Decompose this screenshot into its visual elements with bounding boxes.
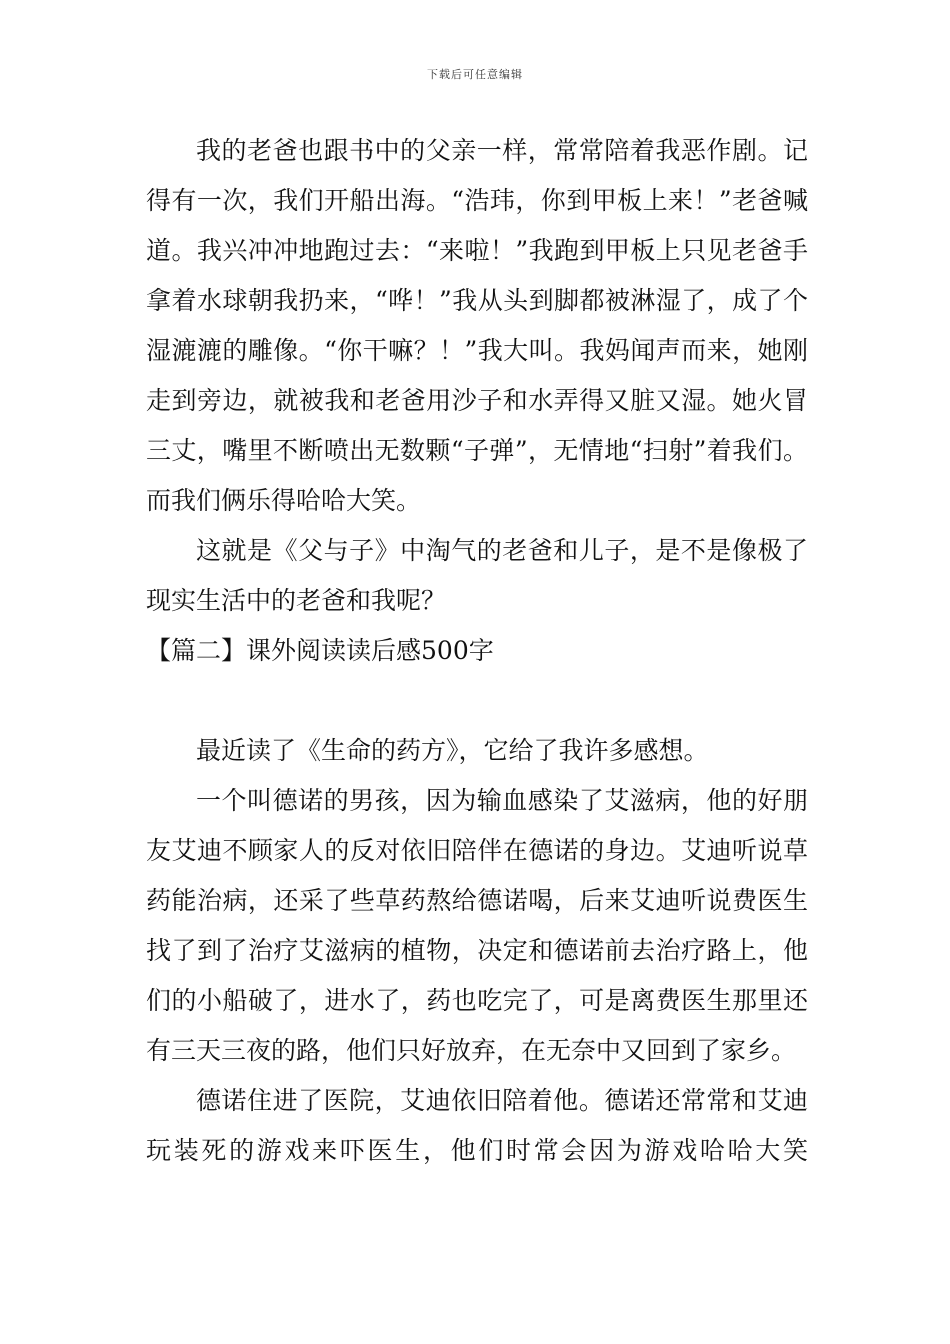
paragraph-story: 一个叫德诺的男孩，因为输血感染了艾滋病，他的好朋友艾迪不顾家人的反对依旧陪伴在德诺的身边。艾迪听说草药能治病，还采了些草药熬给德诺喝，后来艾迪听说费医生找了到了治疗艾滋病的植物，决定和德诺前去治疗路上，他们的小船破了，进水了，药也吃完了，可是离费医生那里还有三天三夜的路，他们只好放弃，在无奈中又回到了家乡。 (146, 786, 808, 1065)
page-header: 下载后可任意编辑 (427, 68, 523, 81)
section-title: 【篇二】课外阅读读后感500字 (146, 636, 494, 665)
paragraph-father-and-son-conclusion: 这就是《父与子》中淘气的老爸和儿子，是不是像极了现实生活中的老爸和我呢？ (146, 536, 808, 615)
paragraph-father-prank: 我的老爸也跟书中的父亲一样，常常陪着我恶作剧。记得有一次，我们开船出海。“浩玮，你到甲板上来！”老爸喊道。我兴冲冲地跑过去：“来啦！”我跑到甲板上只见老爸手拿着水球朝我扔来，“哗！”我从头到脚都被淋湿了，成了个湿漉漉的雕像。“你干嘛？！”我大叫。我妈闻声而来，她刚走到旁边，就被我和老爸用沙子和水弄得又脏又湿。她火冒三丈，嘴里不断喷出无数颗“子弹”，无情地“扫射”着我们。而我们俩乐得哈哈大笑。 (146, 136, 808, 515)
paragraph-intro: 最近读了《生命的药方》，它给了我许多感想。 (196, 736, 709, 765)
document-body (146, 126, 808, 1176)
blank-line (146, 676, 808, 726)
paragraph-hospital: 德诺住进了医院，艾迪依旧陪着他。德诺还常常和艾迪玩装死的游戏来吓医生，他们时常会因为游戏哈哈大笑 (146, 1086, 808, 1165)
